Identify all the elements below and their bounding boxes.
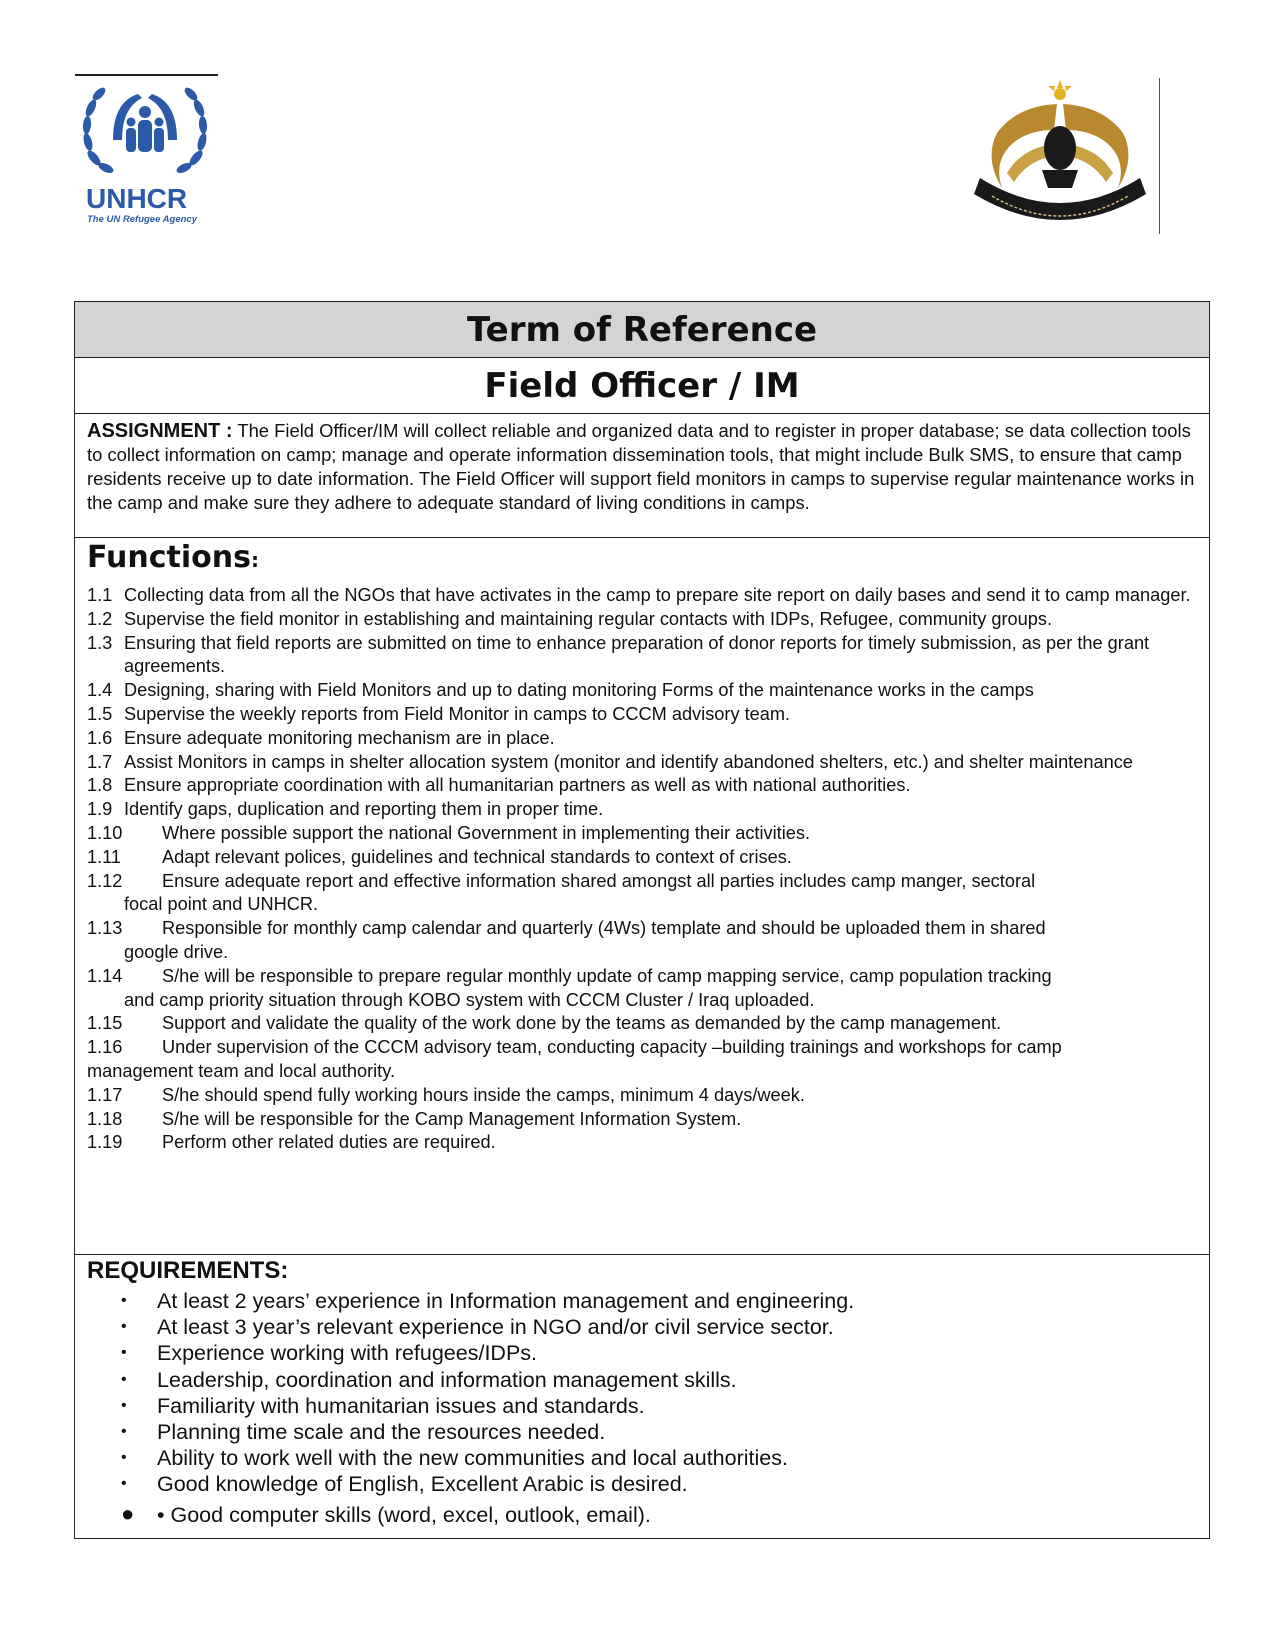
list-item: 1.2 Supervise the field monitor in establishing and maintaining regular contacts with IDPs, Refugee, community groups.	[87, 608, 1053, 629]
unhcr-emblem-icon	[80, 80, 210, 185]
header-vertical-rule	[1159, 78, 1160, 234]
document-subtitle: Field Officer / IM	[75, 358, 1209, 414]
terms-of-reference-table	[74, 301, 1210, 1539]
list-item: 1.11 Adapt relevant polices, guidelines and technical standards to context of crises.	[87, 846, 792, 867]
bullet-icon: •	[121, 1292, 127, 1309]
list-item: 1.1 Collecting data from all the NGOs that have activates in the camp to prepare site report on daily bases and send it to camp manager.	[87, 585, 1191, 605]
list-item: • Experience working with refugees/IDPs.	[121, 1341, 538, 1366]
functions-list	[87, 584, 1197, 1155]
list-item: 1.14 S/he will be responsible to prepare regular monthly update of camp mapping service, camp population tracking and camp priority situation through KOBO system with CCCM Cluster / Iraq uploaded.	[87, 965, 1052, 1010]
requirements-list	[121, 1288, 1181, 1528]
list-item: • Planning time scale and the resources needed.	[121, 1420, 606, 1445]
list-item: 1.19 Perform other related duties are required.	[87, 1132, 496, 1153]
bullet-icon: •	[121, 1396, 127, 1414]
list-item: ● • Good computer skills (word, excel, outlook, email).	[121, 1500, 651, 1527]
functions-heading: Functions:	[87, 540, 259, 575]
header-rule	[75, 74, 218, 76]
unhcr-tagline: The UN Refugee Agency	[87, 214, 197, 225]
list-item: 1.9 Identify gaps, duplication and reporting them in proper time.	[87, 799, 604, 820]
list-item: • At least 3 year’s relevant experience in NGO and/or civil service sector.	[121, 1315, 834, 1340]
requirements-heading: REQUIREMENTS:	[87, 1257, 289, 1284]
section-divider	[75, 537, 1209, 538]
krg-eagle-emblem-icon	[962, 78, 1157, 233]
list-item: 1.12 Ensure adequate report and effective information shared amongst all parties includes camp manger, sectoral focal point and UNHCR.	[87, 870, 1036, 915]
list-item: • At least 2 years’ experience in Information management and engineering.	[121, 1289, 855, 1313]
assignment-label: ASSIGNMENT :	[87, 420, 233, 442]
list-item: • Ability to work well with the new communities and local authorities.	[121, 1446, 788, 1471]
list-item: 1.8 Ensure appropriate coordination with all humanitarian partners as well as with national authorities.	[87, 775, 911, 796]
list-item: 1.13 Responsible for monthly camp calendar and quarterly (4Ws) template and should be uploaded them in shared google drive.	[87, 918, 1046, 962]
bullet-icon: •	[121, 1449, 127, 1467]
list-item: 1.3 Ensuring that field reports are submitted on time to enhance preparation of donor reports for timely submission, as per the grant agreements.	[87, 632, 1150, 677]
bullet-icon: ●	[121, 1500, 135, 1526]
list-item: 1.4 Designing, sharing with Field Monitors and up to dating monitoring Forms of the maintenance works in the camps	[87, 680, 1034, 701]
bullet-icon: •	[121, 1344, 127, 1362]
bullet-icon: •	[121, 1475, 127, 1493]
bullet-icon: •	[121, 1370, 127, 1388]
bullet-icon: •	[121, 1318, 127, 1336]
assignment-section	[87, 419, 1197, 515]
list-item: 1.7 Assist Monitors in camps in shelter allocation system (monitor and identify abandoned shelters, etc.) and shelter maintenance	[87, 751, 1133, 772]
list-item: 1.16 Under supervision of the CCCM advisory team, conducting capacity –building trainings and workshops for camp management team and local authority.	[87, 1037, 1062, 1081]
krg-logo	[962, 78, 1157, 233]
list-item: 1.6 Ensure adequate monitoring mechanism are in place.	[87, 727, 555, 748]
list-item: 1.5 Supervise the weekly reports from Field Monitor in camps to CCCM advisory team.	[87, 703, 791, 724]
list-item: • Familiarity with humanitarian issues and standards.	[121, 1393, 645, 1418]
list-item: • Good knowledge of English, Excellent Arabic is desired.	[121, 1472, 688, 1497]
list-item: 1.10 Where possible support the national Government in implementing their activities.	[87, 822, 811, 843]
bullet-icon: •	[121, 1423, 127, 1441]
list-item: 1.18 S/he will be responsible for the Camp Management Information System.	[87, 1108, 742, 1129]
unhcr-brand-text: UNHCR	[86, 183, 188, 214]
list-item: 1.17 S/he should spend fully working hours inside the camps, minimum 4 days/week.	[87, 1084, 805, 1105]
list-item: 1.15 Support and validate the quality of the work done by the teams as demanded by the camp management.	[87, 1013, 1002, 1034]
assignment-text: The Field Officer/IM will collect reliable and organized data and to register in proper database; se data collection tools to collect information on camp; manage and operate information dissemination tools, that might include Bulk SMS, to ensure that camp residents receive up to date information. The Field Officer will support field monitors in camps to supervise regular maintenance works in the camp and make sure they adhere to adequate standard of living conditions in camps.	[87, 420, 1195, 513]
section-divider	[75, 1254, 1209, 1255]
list-item: • Leadership, coordination and information management skills.	[121, 1367, 737, 1392]
document-title: Term of Reference	[75, 302, 1209, 358]
unhcr-logo	[80, 80, 210, 230]
